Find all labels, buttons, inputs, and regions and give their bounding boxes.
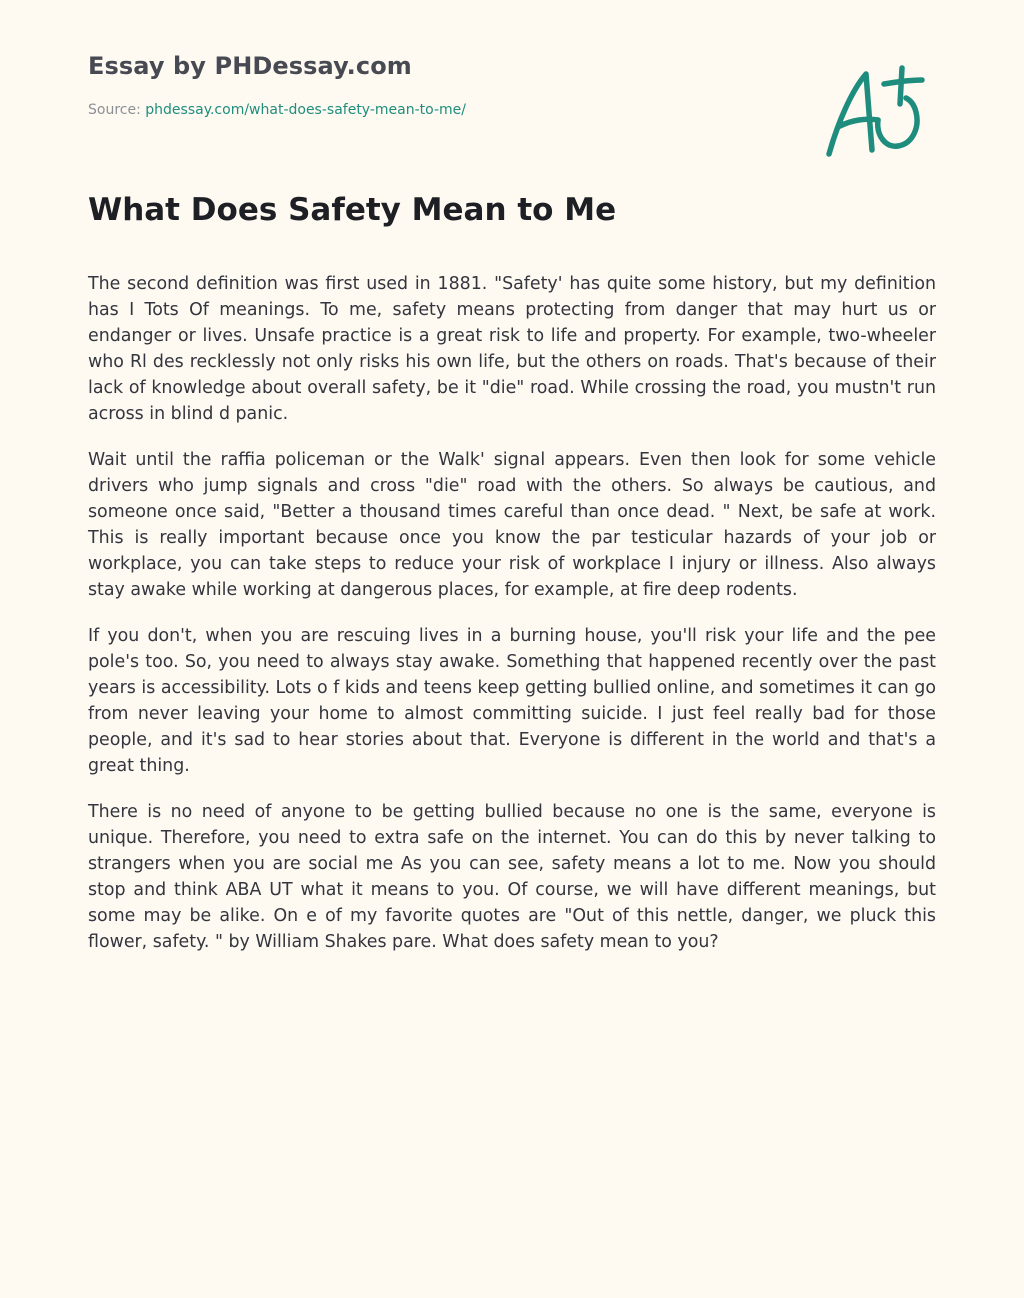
essay-paragraph: The second definition was first used in 1881. "Safety' has quite some history, but my definition has I Tots Of meanings. To me, safety means protecting from danger that may hurt us or endanger or lives. Unsafe practice is a great risk to life and property. For example, two-wheeler who Rl des recklessly not only risks his own life, but the others on roads. That's because of their lack of knowledge about overall safety, be it "die" road. While crossing the road, you mustn't run across in blind d panic.: [88, 274, 936, 424]
source-line: [88, 101, 466, 119]
a-plus-loop-stroke: [878, 98, 917, 146]
site-brand: Essay by PHDessay.com: [88, 52, 412, 80]
plus-vertical-stroke: [900, 68, 902, 104]
plus-horizontal-stroke: [884, 80, 922, 84]
essay-paragraph: There is no need of anyone to be getting bullied because no one is the same, everyone is unique. Therefore, you need to extra safe on the internet. You can do this by never talking to strangers when you are social me As you can see, safety means a lot to me. Now you should stop and think ABA UT what it means to you. Of course, we will have different meanings, but some may be alike. On e of my favorite quotes are "Out of this nettle, danger, we pluck this flower, safety. " by William Shakes pare. What does safety mean to you?: [88, 802, 936, 952]
source-link[interactable]: phdessay.com/what-does-safety-mean-to-me/: [145, 102, 466, 118]
essay-body: [88, 271, 936, 975]
source-label: Source:: [88, 102, 146, 118]
essay-paragraph: If you don't, when you are rescuing lives in a burning house, you'll risk your life and the pee pole's too. So, you need to always stay awake. Something that happened recently over the past years is accessibility. Lots o f kids and teens keep getting bullied online, and sometimes it can go from never leaving your home to almost committing suicide. I just feel really bad for those people, and it's sad to hear stories about that. Everyone is different in the world and that's a great thing.: [88, 626, 936, 776]
essay-paragraph: Wait until the raffia policeman or the Walk' signal appears. Even then look for some vehicle drivers who jump signals and cross "die" road with the others. So always be cautious, and someone once said, "Better a thousand times careful than once dead. " Next, be safe at work. This is really important because once you know the par testicular hazards of your job or workplace, you can take steps to reduce your risk of workplace I injury or illness. Also always stay awake while working at dangerous places, for example, at fire deep rodents.: [88, 450, 936, 600]
a-plus-letter-stroke: [829, 74, 872, 154]
essay-title: What Does Safety Mean to Me: [88, 192, 617, 228]
a-plus-grade-icon: [820, 62, 930, 162]
